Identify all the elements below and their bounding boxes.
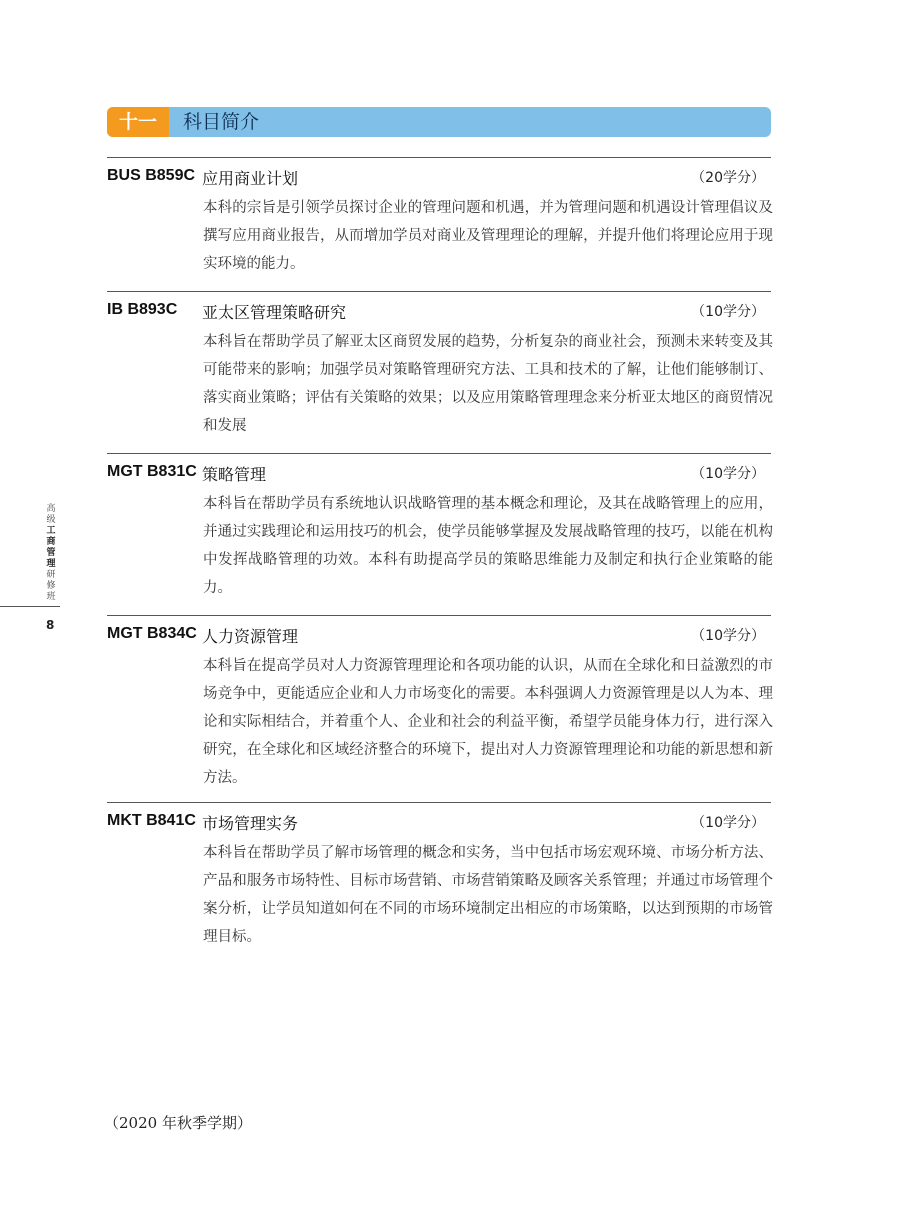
course-description: 本科的宗旨是引领学员探讨企业的管理问题和机遇，并为管理问题和机遇设计管理倡议及撰写应用商业报告，从而增加学员对商业及管理理论的理解，并提升他们将理论应用于现实环境的能力。 <box>203 200 773 272</box>
page-number: 8 <box>46 618 55 632</box>
section-header <box>107 107 771 137</box>
section-title: 科目简介 <box>183 111 260 133</box>
course-credits: （10学分） <box>691 466 765 482</box>
side-label-char: 研 <box>46 570 56 580</box>
course-code: BUS B859C <box>107 167 196 184</box>
section-number: 十一 <box>107 107 169 137</box>
course-credits: （20学分） <box>691 170 765 186</box>
side-label-char: 理 <box>46 559 56 569</box>
course-entry <box>107 615 771 801</box>
side-label-char: 级 <box>46 515 56 525</box>
course-entry <box>107 157 771 288</box>
course-description: 本科旨在提高学员对人力资源管理理论和各项功能的认识，从而在全球化和日益激烈的市场竞争中，更能适应企业和人力市场变化的需要。本科强调人力资源管理是以人为本、理论和实际相结合，并着重个人、企业和社会的利益平衡，希望学员能身体力行，进行深入研究，在全球化和区域经济整合的环境下，提出对人力资源管理理论和功能的新思想和新方法。 <box>203 658 773 786</box>
side-label-char: 工 <box>46 526 56 536</box>
course-code: MGT B834C <box>107 625 197 642</box>
course-credits: （10学分） <box>691 304 765 320</box>
course-code: MGT B831C <box>107 463 197 480</box>
semester-footer: （2020 年秋季学期） <box>104 1114 252 1132</box>
course-code: IB B893C <box>107 301 178 318</box>
side-label-char: 商 <box>46 537 56 547</box>
course-entry <box>107 291 771 452</box>
course-entry <box>107 802 771 963</box>
course-entry <box>107 453 771 612</box>
course-credits: （10学分） <box>691 628 765 644</box>
course-title: 亚太区管理策略研究 <box>202 303 347 322</box>
side-label-char: 高 <box>46 504 56 514</box>
course-description: 本科旨在帮助学员有系统地认识战略管理的基本概念和理论，及其在战略管理上的应用，并通过实践理论和运用技巧的机会，使学员能够掌握及发展战略管理的技巧，以能在机构中发挥战略管理的功效。本科有助提高学员的策略思维能力及制定和执行企业策略的能力。 <box>203 496 773 596</box>
course-title: 市场管理实务 <box>202 814 299 833</box>
course-title: 应用商业计划 <box>202 169 299 188</box>
side-label <box>43 504 59 603</box>
course-code: MKT B841C <box>107 812 196 829</box>
course-title: 策略管理 <box>202 465 267 484</box>
side-label-char: 管 <box>46 548 56 558</box>
course-credits: （10学分） <box>691 815 765 831</box>
side-label-char: 班 <box>46 592 56 602</box>
course-title: 人力资源管理 <box>202 627 299 646</box>
side-label-char: 修 <box>46 581 56 591</box>
course-description: 本科旨在帮助学员了解亚太区商贸发展的趋势，分析复杂的商业社会，预测未来转变及其可能带来的影响；加强学员对策略管理研究方法、工具和技术的了解，让他们能够制订、落实商业策略；评估有关策略的效果；以及应用策略管理理念来分析亚太地区的商贸情况和发展 <box>203 334 773 434</box>
course-description: 本科旨在帮助学员了解市场管理的概念和实务，当中包括市场宏观环境、市场分析方法、产品和服务市场特性、目标市场营销、市场营销策略及顾客关系管理；并通过市场管理个案分析，让学员知道如何在不同的市场环境制定出相应的市场策略，以达到预期的市场管理目标。 <box>203 845 773 945</box>
side-divider <box>0 606 60 607</box>
